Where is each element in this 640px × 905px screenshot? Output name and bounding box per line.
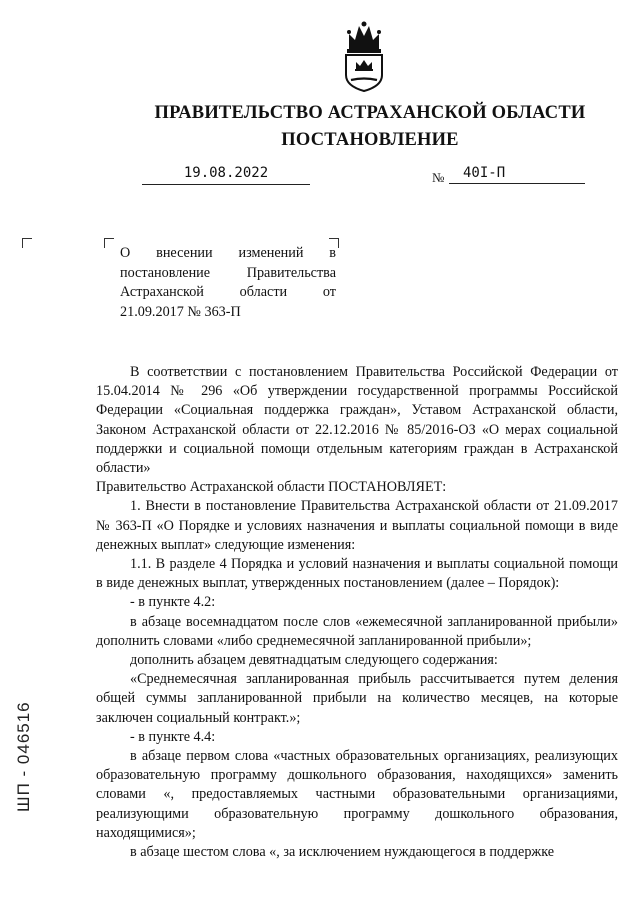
corner-mark-left xyxy=(22,238,32,248)
body-paragraph: в абзаце первом слова «частных образовательных организациях, реализующих образовательную программу дошкольного образования, находящихся» заменить словами «, предоставляемых частными образовательными организациями, реализующими образовательную программу дошкольного образования, находящимися»; xyxy=(96,748,618,841)
body-paragraph: 1. Внести в постановление Правительства Астраханской области от 21.09.2017 № 363-П «О Порядке и условиях назначения и выплаты социальной помощи в виде денежных выплат» следующие изменения: xyxy=(96,498,618,553)
document-number: 40I-П xyxy=(449,164,585,184)
body-paragraph: - в пункте 4.2: xyxy=(130,594,216,611)
coat-of-arms-emblem xyxy=(341,20,387,92)
document-date: 19.08.2022 xyxy=(142,164,310,185)
body-paragraph: в абзаце шестом слова «, за исключением нуждающегося в поддержке xyxy=(130,844,555,861)
document-subject: О внесении изменений в постановление Правительства Астраханской области от 21.09.2017 № 363-П xyxy=(120,245,336,320)
body-paragraph: - в пункте 4.4: xyxy=(130,728,216,745)
document-type: ПОСТАНОВЛЕНИЕ xyxy=(281,130,459,150)
body-paragraph: Правительство Астраханской области ПОСТАНОВЛЯЕТ: xyxy=(96,479,447,496)
document-body xyxy=(96,363,618,862)
government-name: ПРАВИТЕЛЬСТВО АСТРАХАНСКОЙ ОБЛАСТИ xyxy=(154,103,586,123)
body-paragraph: дополнить абзацем девятнадцатым следующего содержания: xyxy=(130,652,498,669)
number-label: № xyxy=(432,170,445,185)
serial-stamp: ШП - 046516 xyxy=(14,701,33,812)
body-paragraph: В соответствии с постановлением Правительства Российской Федерации от 15.04.2014 № 296 «Об утверждении государственной программы Российской Федерации «Социальная поддержка граждан», Уставом Астраханской области, Законом Астраханской области от 22.12.2016 № 85/2016-ОЗ «О мерах социальной поддержки и социальной помощи отдельным категориям граждан в Астраханской области» xyxy=(96,364,618,477)
body-paragraph: в абзаце восемнадцатом после слов «ежемесячной запланированной прибыли» дополнить словами «либо среднемесячной запланированной прибыли»; xyxy=(96,613,618,649)
body-paragraph: «Среднемесячная запланированная прибыль рассчитывается путем деления общей суммы запланированной прибыли на количество месяцев, на которые заключен социальный контракт.»; xyxy=(96,671,618,726)
corner-mark-subject-left xyxy=(104,238,114,248)
body-paragraph: 1.1. В разделе 4 Порядка и условий назначения и выплаты социальной помощи в виде денежных выплат, утвержденных постановлением (далее – Порядок): xyxy=(96,556,618,592)
